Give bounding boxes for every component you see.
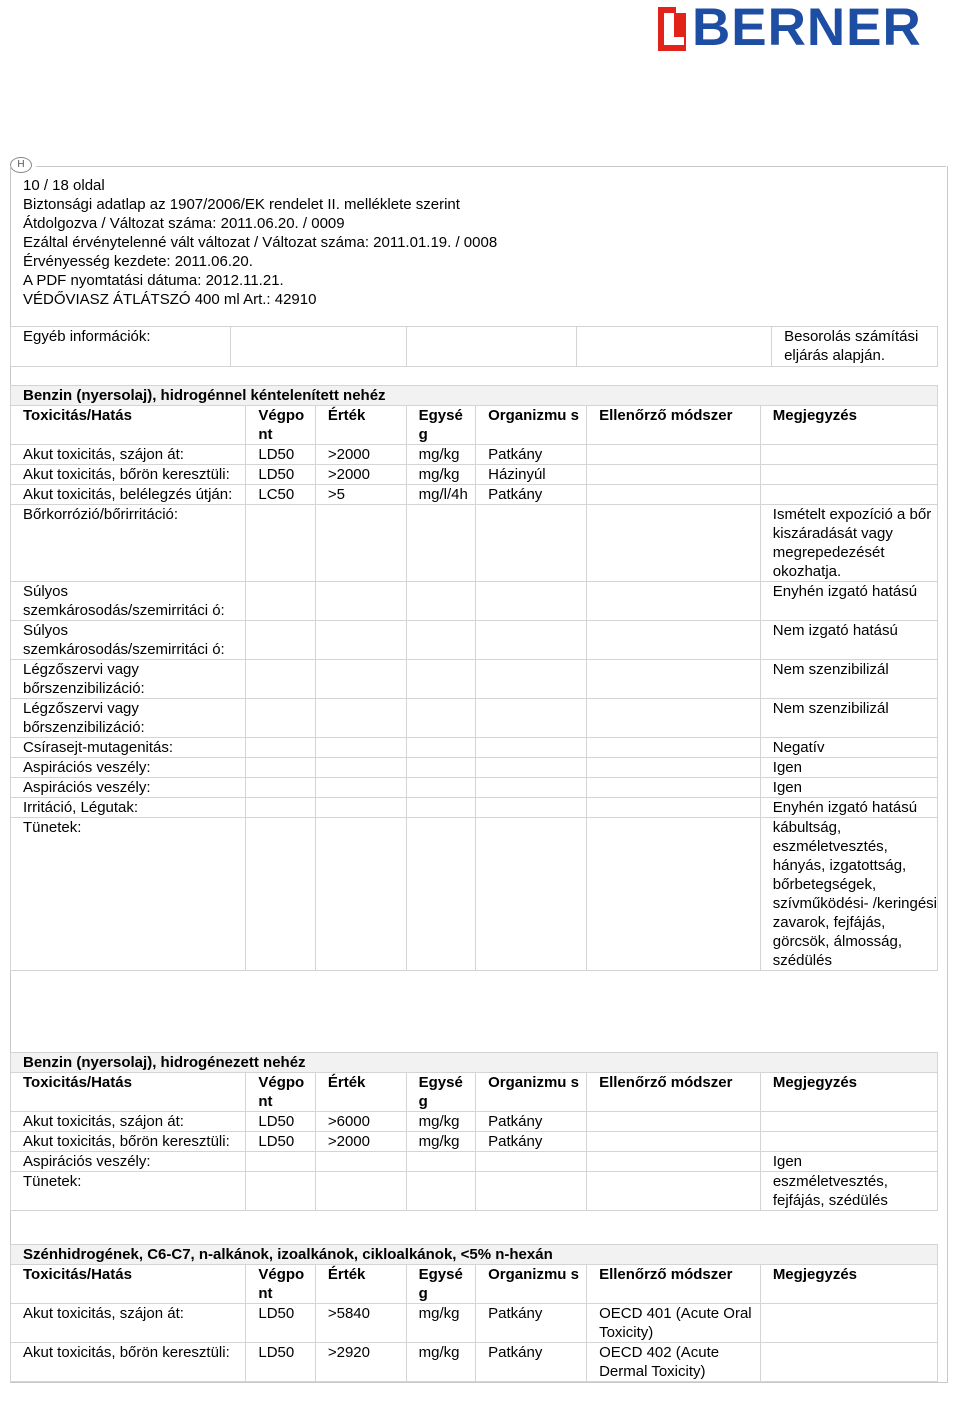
table-cell [476,738,587,758]
table-cell: Ismételt expozíció a bőr kiszáradását vagy megrepedezését okozhatja. [760,505,937,582]
print-date-line: A PDF nyomtatási dátuma: 2012.11.21. [23,272,284,289]
table-cell: >6000 [315,1112,406,1132]
table-cell: mg/kg [406,1112,475,1132]
column-header: Ellenőrző módszer [587,1073,761,1112]
table-cell [246,1152,315,1172]
table-cell: >2000 [315,445,406,465]
column-header: Ellenőrző módszer [587,1265,761,1304]
column-header: Ellenőrző módszer [587,406,761,445]
table-cell [760,1343,937,1382]
product-line: VÉDŐVIASZ ÁTLÁTSZÓ 400 ml Art.: 42910 [23,291,317,308]
table-row [11,1112,938,1132]
page-number: 10 / 18 oldal [23,177,105,194]
table-cell: Patkány [476,445,587,465]
table-cell [476,621,587,660]
table-cell [476,660,587,699]
column-header: Érték [315,406,406,445]
column-header: Érték [315,1073,406,1112]
toxicity-table-3 [10,1244,938,1382]
table-cell [246,621,315,660]
table-cell: Aspirációs veszély: [11,1152,246,1172]
table-cell: Házinyúl [476,465,587,485]
table-row [11,699,938,738]
table-cell: OECD 401 (Acute Oral Toxicity) [587,1304,761,1343]
table-cell: Nem szenzibilizál [760,699,937,738]
column-header: Egysé g [406,1265,475,1304]
table-cell: Akut toxicitás, bőrön keresztüli: [11,1343,246,1382]
table-cell: Patkány [476,1343,587,1382]
logo-wordmark: BERNER [692,0,922,57]
table-row [11,621,938,660]
table-cell [760,1112,937,1132]
table-cell [315,582,406,621]
table-cell [315,699,406,738]
column-header: Toxicitás/Hatás [11,1073,246,1112]
table-cell [587,505,761,582]
table-cell [760,445,937,465]
table-cell: Légzőszervi vagy bőrszenzibilizáció: [11,699,246,738]
table-cell: Tünetek: [11,818,246,971]
table-cell [315,505,406,582]
table-cell [246,505,315,582]
table-cell: Aspirációs veszély: [11,778,246,798]
table-cell: mg/kg [406,1343,475,1382]
table-cell [315,758,406,778]
document-header [23,176,497,309]
table-cell: Enyhén izgató hatású [760,798,937,818]
superseded-line: Ezáltal érvénytelenné vált változat / Változat száma: 2011.01.19. / 0008 [23,234,498,251]
column-header: Megjegyzés [760,1265,937,1304]
table-cell: mg/l/4h [406,485,475,505]
table-cell [406,738,475,758]
table-cell [587,778,761,798]
table-cell [587,582,761,621]
table-row [11,485,938,505]
table-cell [315,738,406,758]
table-cell: Aspirációs veszély: [11,758,246,778]
table-row [11,798,938,818]
table-cell: Akut toxicitás, bőrön keresztüli: [11,1132,246,1152]
table-cell [406,699,475,738]
table-row [11,660,938,699]
table-cell [587,798,761,818]
table-cell [587,485,761,505]
other-info-label: Egyéb információk: [11,327,231,367]
table-cell: mg/kg [406,1304,475,1343]
table-header-row [11,406,938,445]
column-header: Végpo nt [246,1265,315,1304]
table-cell [476,1152,587,1172]
table-cell: >2000 [315,1132,406,1152]
table-cell [587,1172,761,1211]
table-cell [406,778,475,798]
table-cell: LD50 [246,1343,315,1382]
table-row [11,445,938,465]
revision-line: Átdolgozva / Változat száma: 2011.06.20. / 0009 [23,215,345,232]
table-cell: Igen [760,778,937,798]
table-cell: LD50 [246,465,315,485]
table-cell: Akut toxicitás, belélegzés útján: [11,485,246,505]
table-cell [587,1132,761,1152]
table-cell: LC50 [246,485,315,505]
table-cell [406,621,475,660]
table-cell: kábultság, eszméletvesztés, hányás, izgatottság, bőrbetegségek, szívműködési- /keringési zavarok, fejfájás, görcsök, álmosság, szédülés [760,818,937,971]
table-cell: mg/kg [406,465,475,485]
other-info-table [10,326,938,367]
column-header: Egysé g [406,1073,475,1112]
table-cell [246,660,315,699]
table-cell: Enyhén izgató hatású [760,582,937,621]
table-cell [587,1152,761,1172]
table-cell [315,1172,406,1211]
table-row [11,1304,938,1343]
table-row [11,505,938,582]
table-cell [587,699,761,738]
table-row [11,1172,938,1211]
table-cell [246,778,315,798]
table-cell: LD50 [246,1304,315,1343]
table-cell [315,660,406,699]
table-title: Szénhidrogének, C6-C7, n-alkánok, izoalkánok, cikloalkánok, <5% n-hexán [11,1245,938,1265]
table-cell [406,758,475,778]
table-cell [476,778,587,798]
column-header: Organizmu s [476,1073,587,1112]
column-header: Megjegyzés [760,406,937,445]
other-info-note: Besorolás számítási eljárás alapján. [772,327,938,367]
table-cell [406,1172,475,1211]
table-cell: Tünetek: [11,1172,246,1211]
table-row [11,1343,938,1382]
table-cell [315,818,406,971]
column-header: Toxicitás/Hatás [11,1265,246,1304]
table-cell: Légzőszervi vagy bőrszenzibilizáció: [11,660,246,699]
column-header: Megjegyzés [760,1073,937,1112]
table-header-row [11,1073,938,1112]
table-cell [406,505,475,582]
table-cell [246,699,315,738]
table-cell [406,818,475,971]
table-row [11,582,938,621]
toxicity-table-1 [10,385,938,971]
table-cell [476,798,587,818]
table-cell: LD50 [246,445,315,465]
table-cell [760,465,937,485]
table-cell [587,818,761,971]
table-cell: Igen [760,1152,937,1172]
table-cell [406,582,475,621]
table-cell: Patkány [476,1112,587,1132]
table-cell [587,660,761,699]
regulation-line: Biztonsági adatlap az 1907/2006/EK rendelet II. melléklete szerint [23,196,460,213]
table-cell [246,758,315,778]
table-cell: mg/kg [406,1132,475,1152]
table-title: Benzin (nyersolaj), hidrogénnel kéntelenített nehéz [11,386,938,406]
table-cell: Patkány [476,485,587,505]
table-cell [476,582,587,621]
table-cell [246,582,315,621]
table-cell: Súlyos szemkárosodás/szemirritáci ó: [11,621,246,660]
table-cell: Akut toxicitás, bőrön keresztüli: [11,465,246,485]
table-cell [315,1152,406,1172]
table-cell: Nem izgató hatású [760,621,937,660]
table-cell [476,1172,587,1211]
table-cell: Nem szenzibilizál [760,660,937,699]
table-row [11,1152,938,1172]
table-cell [587,758,761,778]
table-cell: eszméletvesztés, fejfájás, szédülés [760,1172,937,1211]
table-row [11,465,938,485]
column-header: Végpo nt [246,406,315,445]
table-cell: Bőrkorrózió/bőrirritáció: [11,505,246,582]
column-header: Egysé g [406,406,475,445]
table-cell: mg/kg [406,445,475,465]
table-cell: >2920 [315,1343,406,1382]
table-cell [406,798,475,818]
table-cell [587,465,761,485]
table-row [11,1132,938,1152]
table-cell [587,621,761,660]
table-cell [315,778,406,798]
table-cell [476,818,587,971]
table-cell [587,1112,761,1132]
table-cell [315,621,406,660]
column-header: Toxicitás/Hatás [11,406,246,445]
table-cell [587,738,761,758]
toxicity-table-2 [10,1052,938,1211]
column-header: Végpo nt [246,1073,315,1112]
table-cell: Irritáció, Légutak: [11,798,246,818]
table-cell: >2000 [315,465,406,485]
table-row [11,818,938,971]
table-row [11,758,938,778]
table-row [11,738,938,758]
table-cell [246,1172,315,1211]
table-cell: Akut toxicitás, szájon át: [11,1112,246,1132]
table-cell: Patkány [476,1304,587,1343]
table-cell [760,485,937,505]
table-cell [760,1132,937,1152]
table-cell: Súlyos szemkárosodás/szemirritáci ó: [11,582,246,621]
table-title: Benzin (nyersolaj), hidrogénezett nehéz [11,1053,938,1073]
table-cell [760,1304,937,1343]
table-cell [476,505,587,582]
table-cell [406,1152,475,1172]
column-header: Érték [315,1265,406,1304]
table-cell [246,738,315,758]
table-cell [246,818,315,971]
table-cell: Akut toxicitás, szájon át: [11,445,246,465]
column-header: Organizmu s [476,406,587,445]
table-cell: >5 [315,485,406,505]
table-cell [587,445,761,465]
table-cell [315,798,406,818]
table-cell: Patkány [476,1132,587,1152]
table-cell: Csírasejt-mutagenitás: [11,738,246,758]
column-header: Organizmu s [476,1265,587,1304]
table-cell [406,660,475,699]
table-cell: LD50 [246,1112,315,1132]
table-cell: Akut toxicitás, szájon át: [11,1304,246,1343]
table-header-row [11,1265,938,1304]
table-cell: >5840 [315,1304,406,1343]
table-cell: LD50 [246,1132,315,1152]
language-mark: H [10,157,32,173]
table-row [11,778,938,798]
table-cell: Negatív [760,738,937,758]
validity-line: Érvényesség kezdete: 2011.06.20. [23,253,253,270]
table-cell [476,758,587,778]
table-cell: Igen [760,758,937,778]
table-cell: OECD 402 (Acute Dermal Toxicity) [587,1343,761,1382]
table-cell [246,798,315,818]
table-cell [476,699,587,738]
